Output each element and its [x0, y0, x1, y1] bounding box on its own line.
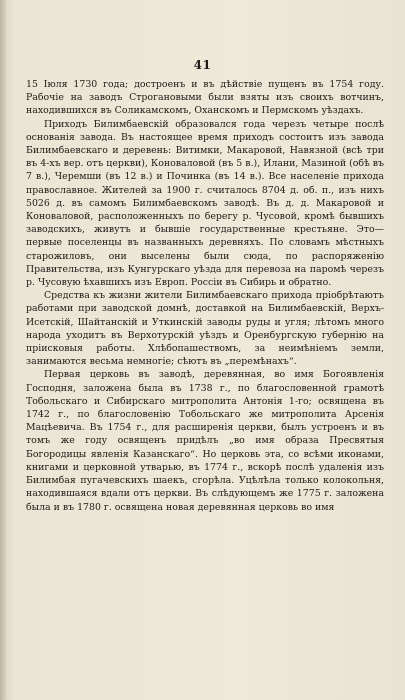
- page-spine-shadow: [0, 0, 6, 700]
- paragraph-3: Средства къ жизни жители Билимбаевскаго прихода пріобрѣтаютъ работами при заводской домнѣ, доставкой на Билимбаевскій, Верхъ-Исетскій, Шайтанскій и Уткинскій заводы руды и угля; лѣтомъ много народа уходитъ въ Верхотурскій уѣздъ и Оренбургскую губернію на пріисковыя работы. Хлѣбопашествомъ, за неимѣніемъ земли, занимаются весьма немногіе; сѣютъ въ „перемѣнахъ“.: [26, 290, 384, 368]
- body-text: [26, 78, 384, 514]
- paragraph-1: 15 Іюля 1730 года; достроенъ и въ дѣйствіе пущенъ въ 1754 году. Рабочіе на заводъ Строгановыми были взяты изъ своихъ вотчинъ, находившихся въ Соликамскомъ, Оханскомъ и Пермскомъ уѣздахъ.: [26, 79, 384, 117]
- paragraph-4: Первая церковь въ заводѣ, деревянная, во имя Богоявленія Господня, заложена была въ 1738 г., по благословенной грамотѣ Тобольскаго и Сибирскаго митрополита Антонія 1-го; освящена въ 1742 г., по благословенію Тобольскаго же митрополита Арсенія Мацѣевича. Въ 1754 г., для расширенія церкви, былъ устроенъ и въ томъ же году освященъ придѣлъ „во имя образа Пресвятыя Богородицы явленія Казанскаго“. Но церковь эта, со всѣми иконами, книгами и церковной утварью, въ 1774 г., вскорѣ послѣ удаленія изъ Билимбая пугачевскихъ шаекъ, сгорѣла. Уцѣлѣла только колокольня, находившаяся вдали отъ церкви. Въ слѣдующемъ же 1775 г. заложена была и въ 1780 г. освящена новая деревянная церковь во имя: [26, 369, 384, 513]
- paragraph-2: Приходъ Билимбаевскій образовался года черезъ четыре послѣ основанія завода. Въ настоящее время приходъ состоитъ изъ завода Билимбаевскаго и деревень: Витимки, Макаровой, Навязной (всѣ три въ 4-хъ вер. отъ церкви), Коноваловой (въ 5 в.), Илани, Мазиной (обѣ въ 7 в.), Черемши (въ 12 в.) и Починка (въ 14 в.). Все населеніе прихода православное. Жителей за 1900 г. считалось 8704 д. об. п., изъ нихъ 5026 д. въ самомъ Билимбаевскомъ заводѣ. Въ д. д. Макаровой и Коноваловой, расположенныхъ по берегу р. Чусовой, кромѣ бывшихъ заводскихъ, живутъ и бывшіе государственные крестьяне. Это—первые поселенцы въ названныхъ деревняхъ. По словамъ мѣстныхъ старожиловъ, они выселены были сюда, по распоряженію Правительства, изъ Кунгурскаго уѣзда для перевоза на паромѣ черезъ р. Чусовую ѣхавшихъ изъ Европ. Россіи въ Сибирь и обратно.: [26, 118, 384, 289]
- page-number: 41: [193, 58, 212, 72]
